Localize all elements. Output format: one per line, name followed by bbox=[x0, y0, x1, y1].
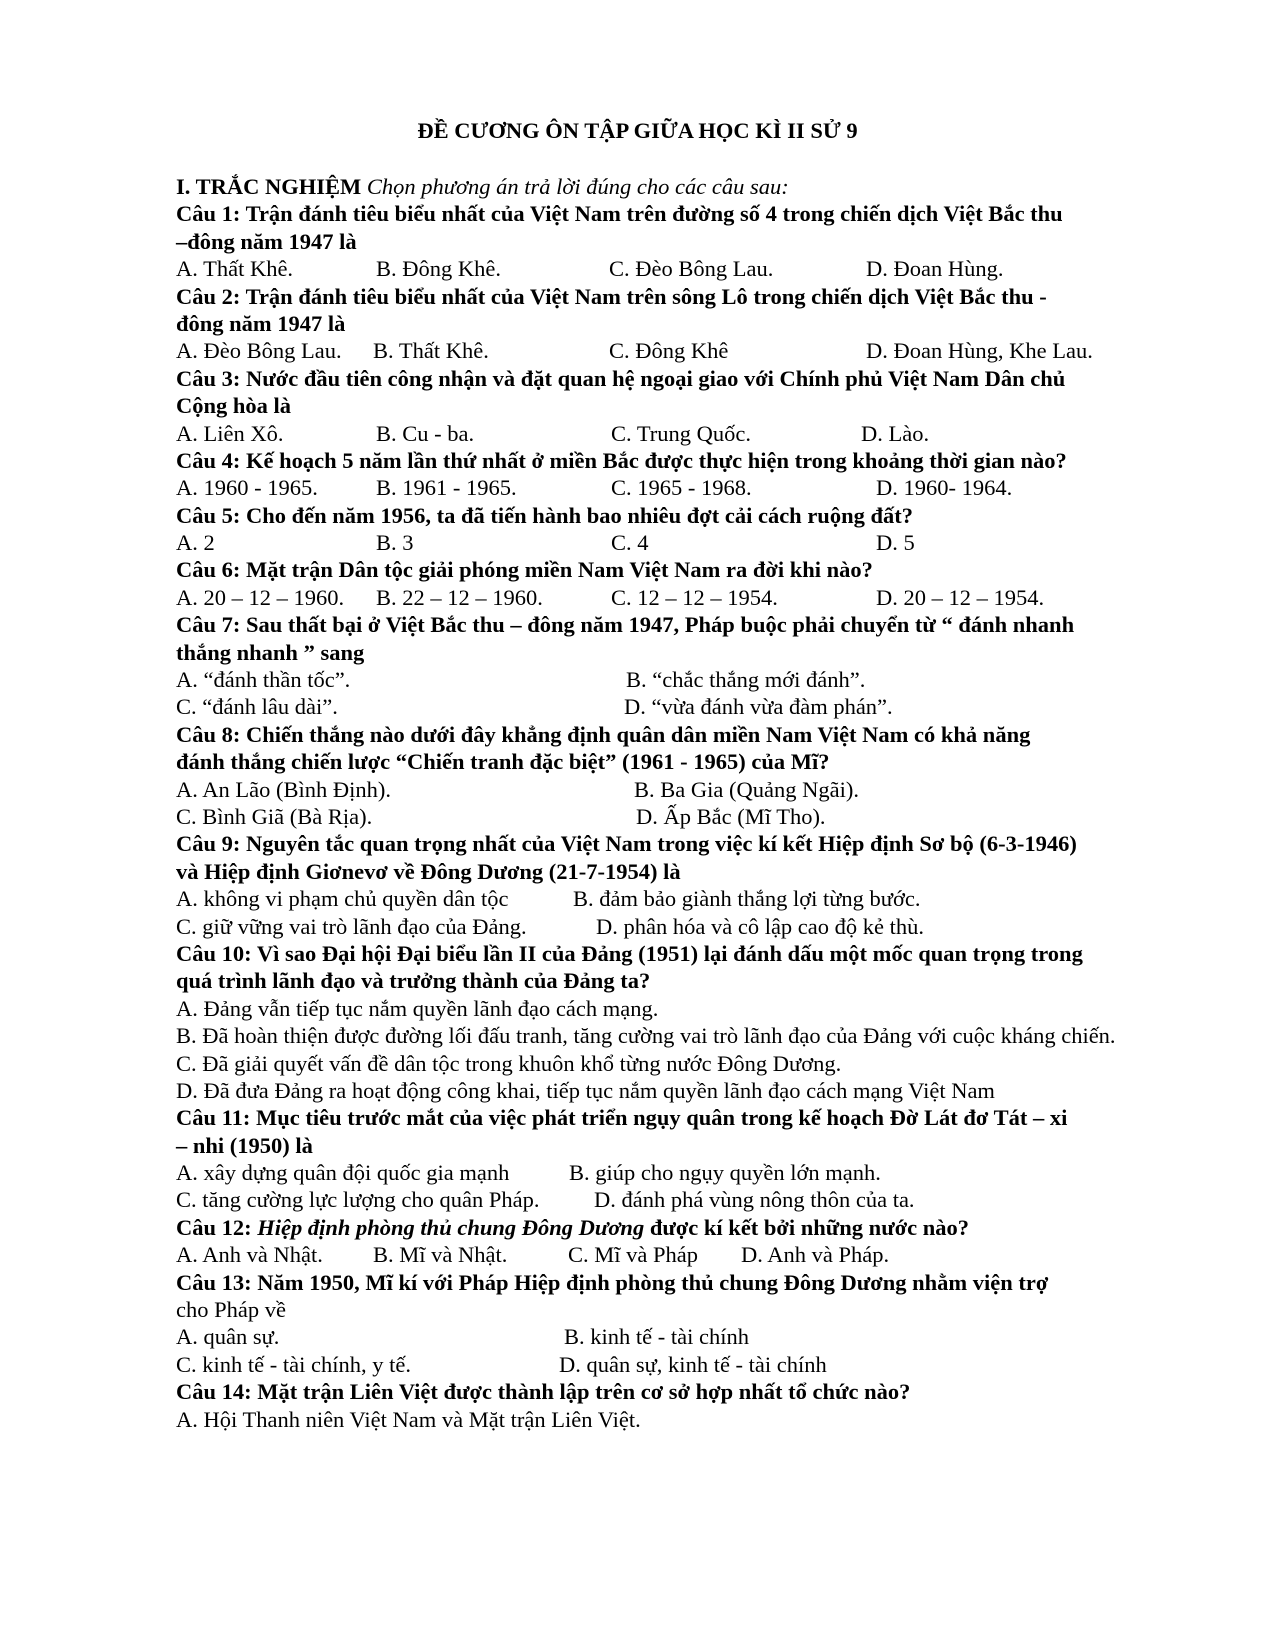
option-b: B. Ba Gia (Quảng Ngãi). bbox=[634, 776, 859, 802]
option-a: A. 2 bbox=[176, 530, 215, 556]
options-row bbox=[176, 776, 1171, 803]
question-text: –đông năm 1947 là bbox=[176, 228, 357, 254]
option-b: B. giúp cho ngụy quyền lớn mạnh. bbox=[569, 1160, 881, 1186]
option-d: D. 5 bbox=[876, 530, 915, 556]
question-text bbox=[176, 611, 1171, 638]
option-d: D. 20 – 12 – 1954. bbox=[876, 584, 1045, 610]
option-c: C. 1965 - 1968. bbox=[611, 475, 752, 501]
question-label: Câu 7: bbox=[176, 612, 241, 638]
question-1 bbox=[176, 200, 1171, 282]
options-row bbox=[176, 885, 1171, 912]
option-d: D. phân hóa và cô lập cao độ kẻ thù. bbox=[596, 913, 925, 939]
question-label: Câu 4: bbox=[176, 447, 241, 473]
option-b: B. đảm bảo giành thắng lợi từng bước. bbox=[573, 886, 921, 912]
option-a: A. Liên Xô. bbox=[176, 420, 284, 446]
options-row bbox=[176, 584, 1171, 611]
question-7 bbox=[176, 611, 1171, 721]
question-text: thắng nhanh ” sang bbox=[176, 639, 365, 665]
option-b: B. “chắc thắng mới đánh”. bbox=[626, 667, 866, 693]
options-row bbox=[176, 529, 1171, 556]
document-title: ĐỀ CƯƠNG ÔN TẬP GIỮA HỌC KÌ II SỬ 9 bbox=[417, 118, 858, 143]
option-a: A. Hội Thanh niên Việt Nam và Mặt trận Liên Việt. bbox=[176, 1406, 641, 1432]
question-line: Mặt trận Liên Việt được thành lập trên cơ sở hợp nhất tổ chức nào? bbox=[257, 1379, 911, 1405]
option-b: B. Thất Khê. bbox=[373, 338, 489, 364]
option-a: A. Đảng vẫn tiếp tục nắm quyền lãnh đạo cách mạng. bbox=[176, 995, 659, 1021]
question-11 bbox=[176, 1104, 1171, 1214]
option-c: C. 12 – 12 – 1954. bbox=[611, 584, 778, 610]
option-b: B. Mĩ và Nhật. bbox=[373, 1242, 508, 1268]
section-heading bbox=[176, 173, 1171, 200]
question-text bbox=[176, 1104, 1171, 1131]
question-text: – nhi (1950) là bbox=[176, 1132, 313, 1158]
option-d: D. Anh và Pháp. bbox=[741, 1242, 890, 1268]
option-c: C. 4 bbox=[611, 530, 649, 556]
question-line: Mục tiêu trước mắt của việc phát triển ngụy quân trong kế hoạch Đờ Lát đơ Tát – xi bbox=[256, 1105, 1068, 1131]
document-body bbox=[176, 173, 1171, 1433]
option-a: A. xây dựng quân đội quốc gia mạnh bbox=[176, 1160, 510, 1186]
question-text bbox=[176, 1269, 1171, 1296]
question-text bbox=[176, 1378, 1171, 1405]
option-d: D. Đoan Hùng. bbox=[866, 256, 1004, 282]
options-row bbox=[176, 1186, 1171, 1213]
question-14 bbox=[176, 1378, 1171, 1433]
option-c: C. kinh tế - tài chính, y tế. bbox=[176, 1351, 411, 1377]
option-c: C. giữ vững vai trò lãnh đạo của Đảng. bbox=[176, 913, 527, 939]
question-6 bbox=[176, 556, 1171, 611]
question-3 bbox=[176, 365, 1171, 447]
question-text: đông năm 1947 là bbox=[176, 310, 346, 336]
option-d: D. Lào. bbox=[861, 420, 930, 446]
question-13 bbox=[176, 1269, 1171, 1379]
option-a: A. “đánh thần tốc”. bbox=[176, 667, 351, 693]
question-label: Câu 10: bbox=[176, 940, 252, 966]
question-label: Câu 6: bbox=[176, 557, 241, 583]
question-8 bbox=[176, 721, 1171, 831]
question-line: Trận đánh tiêu biểu nhất của Việt Nam trên đường số 4 trong chiến dịch Việt Bắc thu bbox=[245, 201, 1063, 227]
option-c: C. Mĩ và Pháp bbox=[568, 1242, 699, 1268]
option-c: C. Bình Giã (Bà Rịa). bbox=[176, 803, 373, 829]
options-row bbox=[176, 666, 1171, 693]
question-label: Câu 9: bbox=[176, 831, 241, 857]
question-label: Câu 14: bbox=[176, 1379, 252, 1405]
question-9 bbox=[176, 830, 1171, 940]
option-b: B. 1961 - 1965. bbox=[376, 475, 517, 501]
option-d: D. 1960- 1964. bbox=[876, 475, 1013, 501]
option-a: A. Thất Khê. bbox=[176, 256, 294, 282]
question-5 bbox=[176, 502, 1171, 557]
options-row bbox=[176, 1159, 1171, 1186]
options-row bbox=[176, 420, 1171, 447]
question-label: Câu 1: bbox=[176, 201, 241, 227]
option-a: A. 20 – 12 – 1960. bbox=[176, 584, 345, 610]
option-b: B. 22 – 12 – 1960. bbox=[376, 584, 543, 610]
option-c: C. Trung Quốc. bbox=[611, 420, 752, 446]
option-c: C. “đánh lâu dài”. bbox=[176, 694, 338, 720]
question-line: Nguyên tắc quan trọng nhất của Việt Nam trong việc kí kết Hiệp định Sơ bộ (6-3-1946) bbox=[246, 831, 1077, 857]
question-text bbox=[176, 283, 1171, 310]
options-row bbox=[176, 1241, 1171, 1268]
question-italic-term: Hiệp định phòng thủ chung Đông Dương bbox=[257, 1214, 645, 1240]
question-line: Chiến thắng nào dưới đây khẳng định quân dân miền Nam Việt Nam có khả năng bbox=[246, 721, 1031, 747]
question-line: Trận đánh tiêu biểu nhất của Việt Nam trên sông Lô trong chiến dịch Việt Bắc thu - bbox=[245, 283, 1047, 309]
question-label: Câu 13: bbox=[176, 1269, 252, 1295]
option-d: D. Đã đưa Đảng ra hoạt động công khai, tiếp tục nắm quyền lãnh đạo cách mạng Việt Nam bbox=[176, 1077, 995, 1103]
question-text bbox=[176, 200, 1171, 227]
option-b: B. Đã hoàn thiện được đường lối đấu tranh, tăng cường vai trò lãnh đạo của Đảng với cuộc kháng chiến. bbox=[176, 1023, 1116, 1049]
question-text: Cộng hòa là bbox=[176, 393, 292, 419]
options-row bbox=[176, 474, 1171, 501]
question-line: Sau thất bại ở Việt Bắc thu – đông năm 1947, Pháp buộc phải chuyển từ “ đánh nhanh bbox=[246, 612, 1075, 638]
options-row bbox=[176, 255, 1171, 282]
question-line: Mặt trận Dân tộc giải phóng miền Nam Việt Nam ra đời khi nào? bbox=[246, 557, 873, 583]
option-d: D. Ấp Bắc (Mĩ Tho). bbox=[636, 803, 826, 829]
section-instruction: Chọn phương án trả lời đúng cho các câu sau: bbox=[366, 174, 789, 199]
option-c: C. tăng cường lực lượng cho quân Pháp. bbox=[176, 1187, 540, 1213]
options-row bbox=[176, 693, 1171, 720]
option-b: B. 3 bbox=[376, 530, 414, 556]
section-label: I. TRẮC NGHIỆM bbox=[176, 174, 362, 199]
question-text: và Hiệp định Giơnevơ về Đông Dương (21-7-1954) là bbox=[176, 858, 681, 884]
question-text bbox=[176, 556, 1171, 583]
question-text bbox=[176, 365, 1171, 392]
option-a: A. 1960 - 1965. bbox=[176, 475, 318, 501]
question-line: được kí kết bởi những nước nào? bbox=[649, 1214, 970, 1240]
option-c: C. Đông Khê bbox=[609, 338, 729, 364]
option-b: B. kinh tế - tài chính bbox=[564, 1324, 749, 1350]
options-row bbox=[176, 803, 1171, 830]
question-text bbox=[176, 502, 1171, 529]
question-text bbox=[176, 447, 1171, 474]
question-2 bbox=[176, 283, 1171, 365]
question-4 bbox=[176, 447, 1171, 502]
option-b: B. Đông Khê. bbox=[376, 256, 501, 282]
question-label: Câu 3: bbox=[176, 365, 241, 391]
question-12 bbox=[176, 1214, 1171, 1269]
question-text: quá trình lãnh đạo và trưởng thành của Đảng ta? bbox=[176, 968, 651, 994]
question-label: Câu 12: bbox=[176, 1214, 252, 1240]
question-label: Câu 5: bbox=[176, 502, 241, 528]
question-text-continued: cho Pháp về bbox=[176, 1297, 286, 1323]
question-text: đánh thắng chiến lược “Chiến tranh đặc biệt” (1961 - 1965) của Mĩ? bbox=[176, 749, 830, 775]
option-d: D. quân sự, kinh tế - tài chính bbox=[559, 1351, 827, 1377]
question-text bbox=[176, 721, 1171, 748]
option-a: A. An Lão (Bình Định). bbox=[176, 776, 391, 802]
option-a: A. Đèo Bông Lau. bbox=[176, 338, 342, 364]
option-d: D. Đoan Hùng, Khe Lau. bbox=[866, 338, 1093, 364]
option-a: A. quân sự. bbox=[176, 1324, 280, 1350]
question-text bbox=[176, 940, 1171, 967]
option-c: C. Đèo Bông Lau. bbox=[609, 256, 774, 282]
option-d: D. “vừa đánh vừa đàm phán”. bbox=[624, 694, 893, 720]
options-row bbox=[176, 1351, 1171, 1378]
option-a: A. không vi phạm chủ quyền dân tộc bbox=[176, 886, 509, 912]
question-label: Câu 11: bbox=[176, 1105, 251, 1131]
option-d: D. đánh phá vùng nông thôn của ta. bbox=[594, 1187, 915, 1213]
question-line: Năm 1950, Mĩ kí với Pháp Hiệp định phòng thủ chung Đông Dương nhằm viện trợ bbox=[257, 1269, 1049, 1295]
question-line: Nước đầu tiên công nhận và đặt quan hệ ngoại giao với Chính phủ Việt Nam Dân chủ bbox=[246, 365, 1066, 391]
option-c: C. Đã giải quyết vấn đề dân tộc trong khuôn khổ từng nước Đông Dương. bbox=[176, 1050, 842, 1076]
question-label: Câu 8: bbox=[176, 721, 241, 747]
options-row bbox=[176, 1323, 1171, 1350]
question-10 bbox=[176, 940, 1171, 1104]
options-row bbox=[176, 337, 1171, 364]
option-a: A. Anh và Nhật. bbox=[176, 1242, 323, 1268]
question-line: Cho đến năm 1956, ta đã tiến hành bao nhiêu đợt cải cách ruộng đất? bbox=[246, 502, 913, 528]
options-row bbox=[176, 913, 1171, 940]
question-line: Kế hoạch 5 năm lần thứ nhất ở miền Bắc được thực hiện trong khoảng thời gian nào? bbox=[246, 447, 1067, 473]
question-text bbox=[176, 830, 1171, 857]
question-label: Câu 2: bbox=[176, 283, 241, 309]
question-line: Vì sao Đại hội Đại biểu lần II của Đảng (1951) lại đánh dấu một mốc quan trọng trong bbox=[256, 940, 1083, 966]
question-text bbox=[176, 1214, 1171, 1241]
option-b: B. Cu - ba. bbox=[376, 420, 475, 446]
